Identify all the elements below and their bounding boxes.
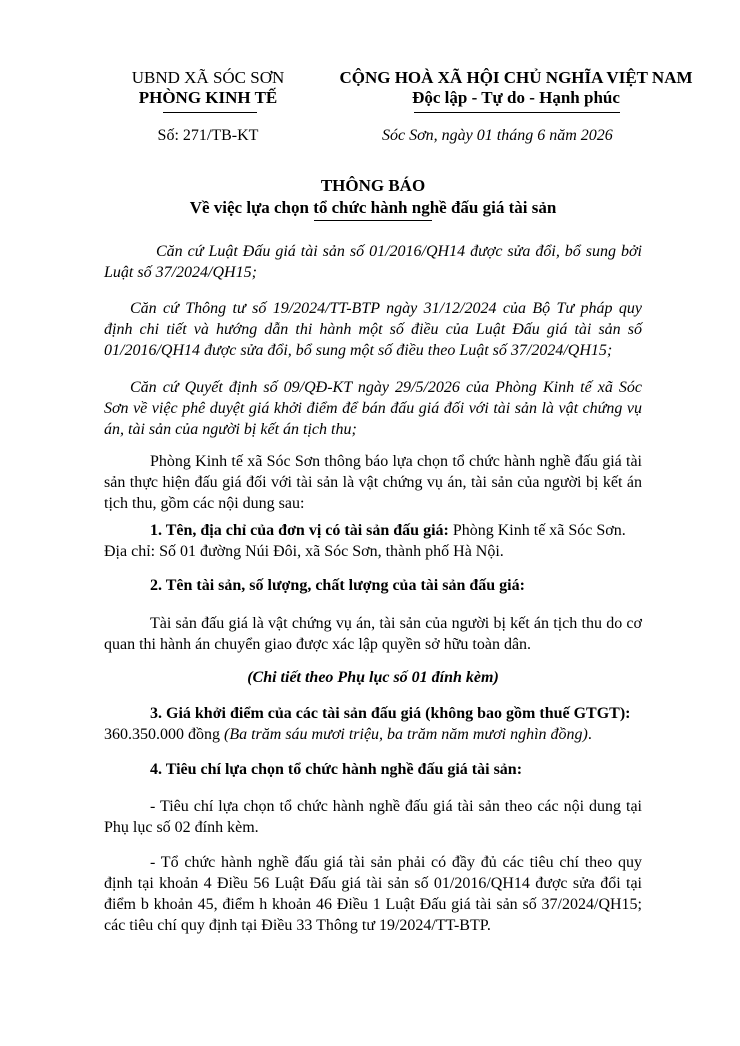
document-number: Số: 271/TB-KT (157, 127, 259, 144)
header-left-underline (163, 112, 257, 113)
title-underline (314, 220, 432, 221)
section-3-heading: 3. Giá khởi điểm của các tài sản đấu giá (không bao gồm thuế GTGT): (150, 705, 631, 722)
document-subtitle: Về việc lựa chọn tổ chức hành nghề đấu giá tài sản (189, 198, 557, 217)
preamble-law: Căn cứ Luật Đấu giá tài sản số 01/2016/QH14 được sửa đổi, bổ sung bởi Luật số 37/2024/QH15; (104, 243, 642, 281)
issuing-authority: UBND XÃ SÓC SƠN (131, 68, 285, 87)
starting-price-amount: 360.350.000 đồng (104, 726, 224, 743)
section-4-criterion-2: - Tổ chức hành nghề đấu giá tài sản phải có đầy đủ các tiêu chí theo quy định tại khoản 4 Điều 56 Luật Đấu giá tài sản số 01/2016/QH14 được sửa đổi tại điểm b khoản 45, điểm h khoản 46 Điều 1 Luật Đấu giá tài sản số 37/2024/QH15; các tiêu chí quy định tại Điều 33 Thông tư 19/2024/TT-BTP. (104, 854, 642, 934)
preamble-circular: Căn cứ Thông tư số 19/2024/TT-BTP ngày 31/12/2024 của Bộ Tư pháp quy định chi tiết và hướng dẫn thi hành một số điều của Luật Đấu giá tài sản số 01/2016/QH14 được sửa đổi, bổ sung một số điều theo Luật số 37/2024/QH15; (104, 300, 642, 359)
national-title: CỘNG HOÀ XÃ HỘI CHỦ NGHĨA VIỆT NAM (339, 68, 693, 87)
header-right-underline (414, 112, 620, 113)
section-4-heading: 4. Tiêu chí lựa chọn tổ chức hành nghề đấu giá tài sản: (150, 761, 523, 778)
preamble-decision: Căn cứ Quyết định số 09/QĐ-KT ngày 29/5/2026 của Phòng Kinh tế xã Sóc Sơn về việc phê duyệt giá khởi điểm để bán đấu giá đối với tài sản là vật chứng vụ án, tài sản của người bị kết án tịch thu; (104, 379, 642, 438)
section-1 (104, 520, 642, 541)
appendix-1-note: (Chi tiết theo Phụ lục số 01 đính kèm) (247, 669, 499, 686)
place-date: Sóc Sơn, ngày 01 tháng 6 năm 2026 (382, 127, 613, 144)
section-1-address: Địa chỉ: Số 01 đường Núi Đôi, xã Sóc Sơn, thành phố Hà Nội. (104, 543, 504, 560)
issuing-department: PHÒNG KINH TẾ (138, 88, 278, 107)
starting-price-words: (Ba trăm sáu mươi triệu, ba trăm năm mươi nghìn đồng) (224, 726, 588, 743)
starting-price: 360.350.000 đồng (Ba trăm sáu mươi triệu, ba trăm năm mươi nghìn đồng). (104, 726, 592, 743)
section-4-criterion-1: - Tiêu chí lựa chọn tổ chức hành nghề đấu giá tài sản theo các nội dung tại Phụ lục số 02 đính kèm. (104, 798, 642, 836)
national-motto: Độc lập - Tự do - Hạnh phúc (412, 88, 620, 107)
section-1-heading: 1. Tên, địa chỉ của đơn vị có tài sản đấu giá: (150, 522, 449, 539)
intro-paragraph: Phòng Kinh tế xã Sóc Sơn thông báo lựa chọn tổ chức hành nghề đấu giá tài sản thực hiện đấu giá đối với tài sản là vật chứng vụ án, tài sản của người bị kết án tịch thu, gồm các nội dung sau: (104, 453, 642, 512)
section-2-heading: 2. Tên tài sản, số lượng, chất lượng của tài sản đấu giá: (150, 577, 525, 594)
section-1-unit-name: Phòng Kinh tế xã Sóc Sơn. (448, 522, 626, 539)
section-2-text: Tài sản đấu giá là vật chứng vụ án, tài sản của người bị kết án tịch thu do cơ quan thi hành án chuyển giao được xác lập quyền sở hữu toàn dân. (104, 615, 642, 653)
document-title: THÔNG BÁO (320, 176, 426, 195)
